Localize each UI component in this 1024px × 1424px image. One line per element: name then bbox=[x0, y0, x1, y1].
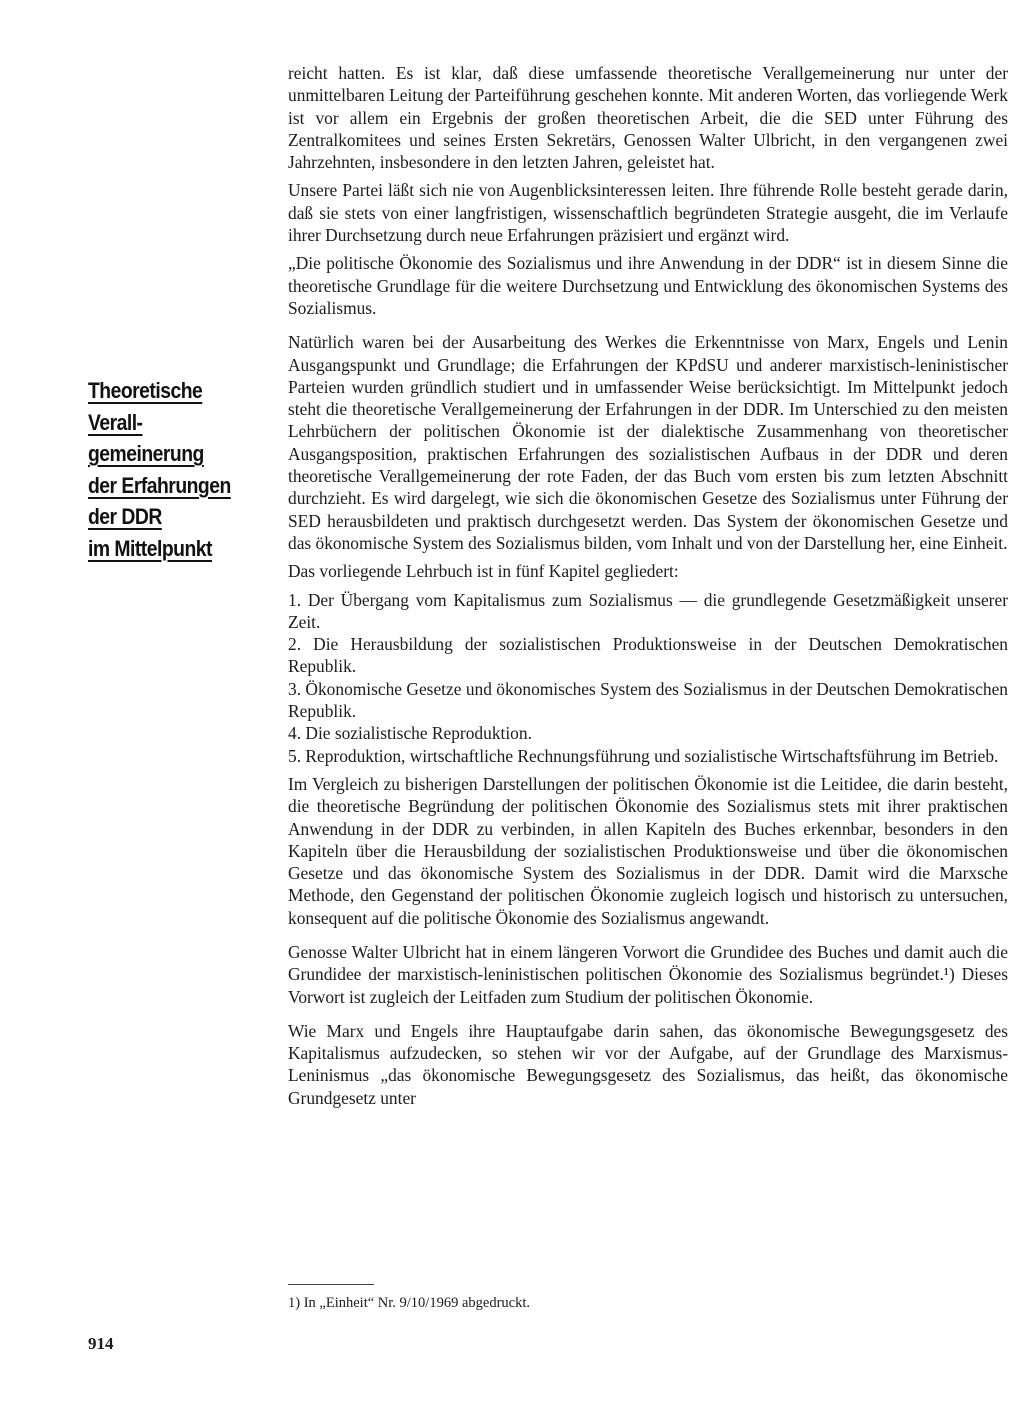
margin-note-line: Theoretische bbox=[88, 378, 203, 403]
paragraph: Das vorliegende Lehrbuch ist in fünf Kapitel gegliedert: bbox=[288, 561, 679, 582]
footnote-divider bbox=[288, 1284, 374, 1285]
footnote: 1) In „Einheit“ Nr. 9/10/1969 abgedruckt. bbox=[288, 1295, 531, 1311]
chapter-list-item: 2. Die Herausbildung der sozialistischen Produktionsweise in der Deutschen Demokratischen Republik. bbox=[288, 634, 1008, 677]
chapter-list-item: 4. Die sozialistische Reproduktion. bbox=[288, 723, 532, 744]
chapter-list-item: 1. Der Übergang vom Kapitalismus zum Sozialismus — die grundlegende Gesetzmäßigkeit unserer Zeit. bbox=[288, 589, 1008, 632]
margin-note bbox=[88, 375, 241, 564]
page-number: 914 bbox=[88, 1334, 114, 1353]
margin-note-line: Verall- bbox=[88, 409, 143, 435]
body-text bbox=[288, 62, 1008, 1115]
margin-note-line: gemeinerung bbox=[88, 441, 204, 466]
paragraph: „Die politische Ökonomie des Sozialismus und ihre Anwendung in der DDR“ ist in diesem Sinne die theoretische Grundlage für die weitere Durchsetzung und Entwicklung des ökonomischen Systems des Sozialismus. bbox=[288, 253, 1008, 318]
paragraph: Natürlich waren bei der Ausarbeitung des Werkes die Erkenntnisse von Marx, Engels und Lenin Ausgangspunkt und Grundlage; die Erfahrungen der KPdSU und anderer marxistisch-leninistischer Parteien wurden gründlich studiert und in umfassender Weise berücksichtigt. Im Mittelpunkt jedoch steht die theoretische Verallgemeinerung der Erfahrungen in der DDR. Im Unterschied zu den meisten Lehrbüchern der politischen Ökonomie ist der dialektische Zusammenhang von theoretischer Ausgangsposition, praktischen Erfahrungen des sozialistischen Aufbaus in der DDR und deren theoretische Verallgemeinerung der rote Faden, der das Buch vom ersten bis zum letzten Abschnitt durchzieht. Es wird dargelegt, wie sich die ökonomischen Gesetze des Sozialismus unter Führung der SED herausbildeten und praktisch durchgesetzt werden. Das System der ökonomischen Gesetze und das ökonomische System des Sozialismus bilden, vom Inhalt und von der Darstellung her, eine Einheit. bbox=[288, 332, 1008, 553]
paragraph: Wie Marx und Engels ihre Hauptaufgabe darin sahen, das ökonomische Bewegungsgesetz des Kapitalismus aufzudecken, so stehen wir vor der Aufgabe, auf der Grundlage des Marxismus-Leninismus „das ökonomische Bewegungsgesetz des Sozialismus, das heißt, das ökonomische Grundgesetz unter bbox=[288, 1020, 1008, 1108]
paragraph: reicht hatten. Es ist klar, daß diese umfassende theoretische Verallgemeinerung nur unter der unmittelbaren Leitung der Parteiführung geschehen konnte. Mit anderen Worten, das vorliegende Werk ist vor allem ein Ergebnis der großen theoretischen Arbeit, die die SED unter Führung des Zentralkomitees und seines Ersten Sekretärs, Genossen Walter Ulbricht, in den vergangenen zwei Jahrzehnten, insbesondere in den letzten Jahren, geleistet hat. bbox=[288, 63, 1008, 173]
chapter-list-item: 3. Ökonomische Gesetze und ökonomisches System des Sozialismus in der Deutschen Demokratischen Republik. bbox=[288, 678, 1008, 722]
margin-note-line: der Erfahrungen bbox=[88, 472, 231, 498]
margin-note-line: im Mittelpunkt bbox=[88, 535, 212, 561]
paragraph: Unsere Partei läßt sich nie von Augenblicksinteressen leiten. Ihre führende Rolle besteht gerade darin, daß sie stets von einer langfristigen, wissenschaftlich begründeten Strategie ausgeht, die im Verlaufe ihrer Durchsetzung durch neue Erfahrungen präzisiert und ergänzt wird. bbox=[288, 180, 1008, 246]
margin-note-line: der DDR bbox=[88, 504, 162, 529]
paragraph: Genosse Walter Ulbricht hat in einem längeren Vorwort die Grundidee des Buches und damit auch die Grundidee der marxistisch-leninistischen politischen Ökonomie des Sozialismus begründet.¹) Dieses Vorwort ist zugleich der Leitfaden zum Studium der politischen Ökonomie. bbox=[288, 941, 1008, 1007]
paragraph: Im Vergleich zu bisherigen Darstellungen der politischen Ökonomie ist die Leitidee, die darin besteht, die theoretische Begründung der politischen Ökonomie des Sozialismus stets mit ihrer praktischen Anwendung in der DDR zu verbinden, in allen Kapiteln des Buches erkennbar, besonders in den Kapiteln über die Herausbildung der sozialistischen Produktionsweise und über die ökonomischen Gesetze und das ökonomische System des Sozialismus in der DDR. Damit wird die Marxsche Methode, den Gegenstand der politischen Ökonomie zugleich logisch und historisch zu untersuchen, konsequent auf die politische Ökonomie des Sozialismus angewandt. bbox=[288, 773, 1008, 928]
chapter-list-item: 5. Reproduktion, wirtschaftliche Rechnungsführung und sozialistische Wirtschaftsführung im Betrieb. bbox=[288, 745, 999, 766]
